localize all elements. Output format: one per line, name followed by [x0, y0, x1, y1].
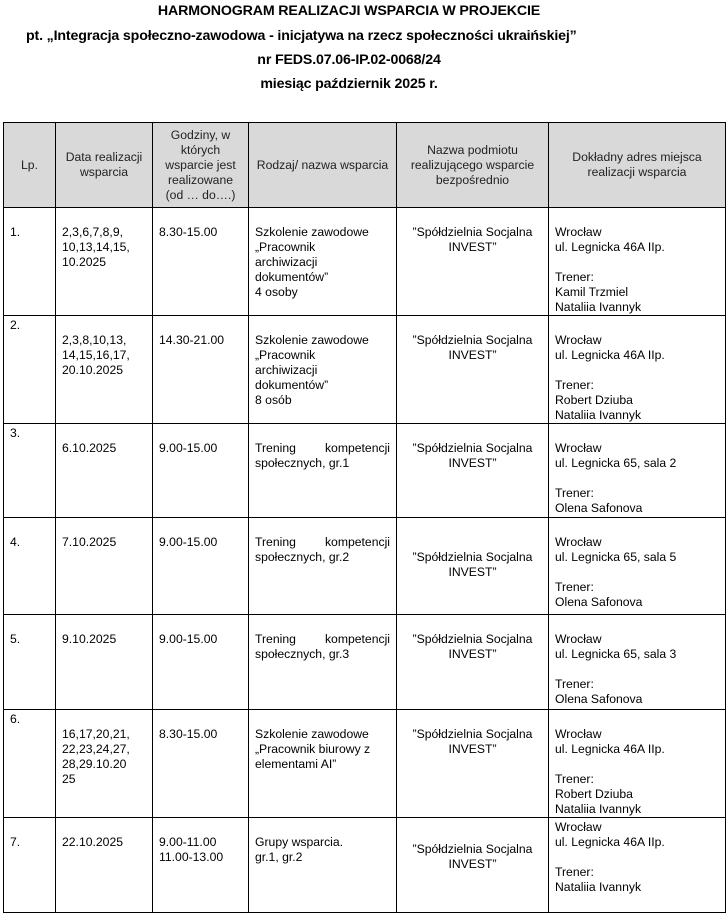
header-lp: Lp.	[4, 123, 56, 208]
cell-date: 16,17,20,21, 22,23,24,27, 28,29.10.20 25	[56, 710, 153, 818]
trainer-label: Trener:	[555, 677, 594, 691]
cell-lp: 2.	[4, 316, 56, 424]
cell-address	[549, 208, 726, 316]
cell-address	[549, 615, 726, 710]
cell-address	[549, 818, 726, 913]
cell-date: 2,3,6,7,8,9, 10,13,14,15, 10.2025	[56, 208, 153, 316]
table-row	[4, 518, 726, 615]
address-street: ul. Legnicka 46A IIp.	[555, 240, 665, 254]
schedule-table	[3, 122, 726, 913]
cell-hours: 9.00-15.00	[153, 615, 249, 710]
cell-address	[549, 518, 726, 615]
address-city: Wrocław	[555, 820, 602, 834]
cell-provider: ”Spółdzielnia Socjalna INVEST”	[397, 710, 549, 818]
cell-lp: 5.	[4, 615, 56, 710]
trainer-names: Olena Safonova	[555, 501, 643, 515]
cell-hours: 14.30-21.00	[153, 316, 249, 424]
address-city: Wrocław	[555, 727, 602, 741]
cell-provider: ”Spółdzielnia Socjalna INVEST”	[397, 615, 549, 710]
header-date: Data realizacji wsparcia	[56, 123, 153, 208]
table-row	[4, 615, 726, 710]
project-name: pt. „Integracja społeczno-zawodowa - inicjatywa na rzecz społeczności ukraińskiej”	[26, 28, 577, 44]
trainer-names: Robert Dziuba Nataliia Ivannyk	[555, 787, 642, 816]
cell-support-type: Trening kompetencji społecznych, gr.3	[249, 615, 397, 710]
document-title: HARMONOGRAM REALIZACJI WSPARCIA W PROJEKCIE	[157, 3, 541, 19]
cell-hours: 9.00-11.00 11.00-13.00	[153, 818, 249, 913]
address-city: Wrocław	[555, 225, 602, 239]
header-provider: Nazwa podmiotu realizującego wsparcie bezpośrednio	[397, 123, 549, 208]
address-street: ul. Legnicka 46A IIp.	[555, 835, 665, 849]
address-street: ul. Legnicka 65, sala 3	[555, 647, 677, 661]
trainer-label: Trener:	[555, 486, 594, 500]
trainer-names: Olena Safonova	[555, 595, 643, 609]
cell-date: 7.10.2025	[56, 518, 153, 615]
cell-support-type: Trening kompetencji społecznych, gr.1	[249, 424, 397, 518]
cell-address	[549, 316, 726, 424]
cell-provider: ”Spółdzielnia Socjalna INVEST”	[397, 518, 549, 615]
trainer-label: Trener:	[555, 580, 594, 594]
cell-provider: ”Spółdzielnia Socjalna INVEST”	[397, 316, 549, 424]
header-hours: Godziny, w których wsparcie jest realizowane (od … do….)	[153, 123, 249, 208]
cell-lp: 7.	[4, 818, 56, 913]
trainer-names: Nataliia Ivannyk	[555, 880, 642, 894]
project-number: nr FEDS.07.06-IP.02-0068/24	[257, 52, 441, 68]
cell-provider: ”Spółdzielnia Socjalna INVEST”	[397, 424, 549, 518]
address-city: Wrocław	[555, 441, 602, 455]
cell-hours: 9.00-15.00	[153, 424, 249, 518]
trainer-label: Trener:	[555, 772, 594, 786]
address-street: ul. Legnicka 46A IIp.	[555, 348, 665, 362]
table-row	[4, 424, 726, 518]
trainer-names: Olena Safonova	[555, 692, 643, 706]
address-street: ul. Legnicka 46A IIp.	[555, 742, 665, 756]
trainer-label: Trener:	[555, 270, 594, 284]
address-street: ul. Legnicka 65, sala 2	[555, 456, 677, 470]
address-city: Wrocław	[555, 535, 602, 549]
table-row	[4, 316, 726, 424]
cell-date: 22.10.2025	[56, 818, 153, 913]
cell-support-type: Szkolenie zawodowe „Pracownik biurowy z elementami AI”	[249, 710, 397, 818]
schedule-month: miesiąc październik 2025 r.	[260, 76, 438, 92]
cell-provider: ”Spółdzielnia Socjalna INVEST”	[397, 208, 549, 316]
address-city: Wrocław	[555, 333, 602, 347]
header-address: Dokładny adres miejsca realizacji wsparcia	[549, 123, 726, 208]
cell-support-type: Grupy wsparcia. gr.1, gr.2	[249, 818, 397, 913]
cell-lp: 3.	[4, 424, 56, 518]
cell-lp: 1.	[4, 208, 56, 316]
cell-date: 9.10.2025	[56, 615, 153, 710]
table-header-row	[4, 123, 726, 208]
trainer-names: Kamil Trzmiel Nataliia Ivannyk	[555, 285, 642, 314]
cell-support-type: Szkolenie zawodowe „Pracownik archiwizacji dokumentów” 8 osób	[249, 316, 397, 424]
table-row	[4, 710, 726, 818]
cell-address	[549, 710, 726, 818]
trainer-label: Trener:	[555, 378, 594, 392]
cell-provider: ”Spółdzielnia Socjalna INVEST”	[397, 818, 549, 913]
trainer-names: Robert Dziuba Nataliia Ivannyk	[555, 393, 642, 422]
header-support-type: Rodzaj/ nazwa wsparcia	[249, 123, 397, 208]
table-row	[4, 818, 726, 913]
address-street: ul. Legnicka 65, sala 5	[555, 550, 677, 564]
cell-hours: 9.00-15.00	[153, 518, 249, 615]
cell-date: 6.10.2025	[56, 424, 153, 518]
cell-date: 2,3,8,10,13, 14,15,16,17, 20.10.2025	[56, 316, 153, 424]
cell-hours: 8.30-15.00	[153, 710, 249, 818]
cell-address	[549, 424, 726, 518]
cell-support-type: Trening kompetencji społecznych, gr.2	[249, 518, 397, 615]
table-row	[4, 208, 726, 316]
cell-hours: 8.30-15.00	[153, 208, 249, 316]
cell-lp: 6.	[4, 710, 56, 818]
trainer-label: Trener:	[555, 865, 594, 879]
cell-lp: 4.	[4, 518, 56, 615]
cell-support-type: Szkolenie zawodowe „Pracownik archiwizacji dokumentów” 4 osoby	[249, 208, 397, 316]
address-city: Wrocław	[555, 632, 602, 646]
